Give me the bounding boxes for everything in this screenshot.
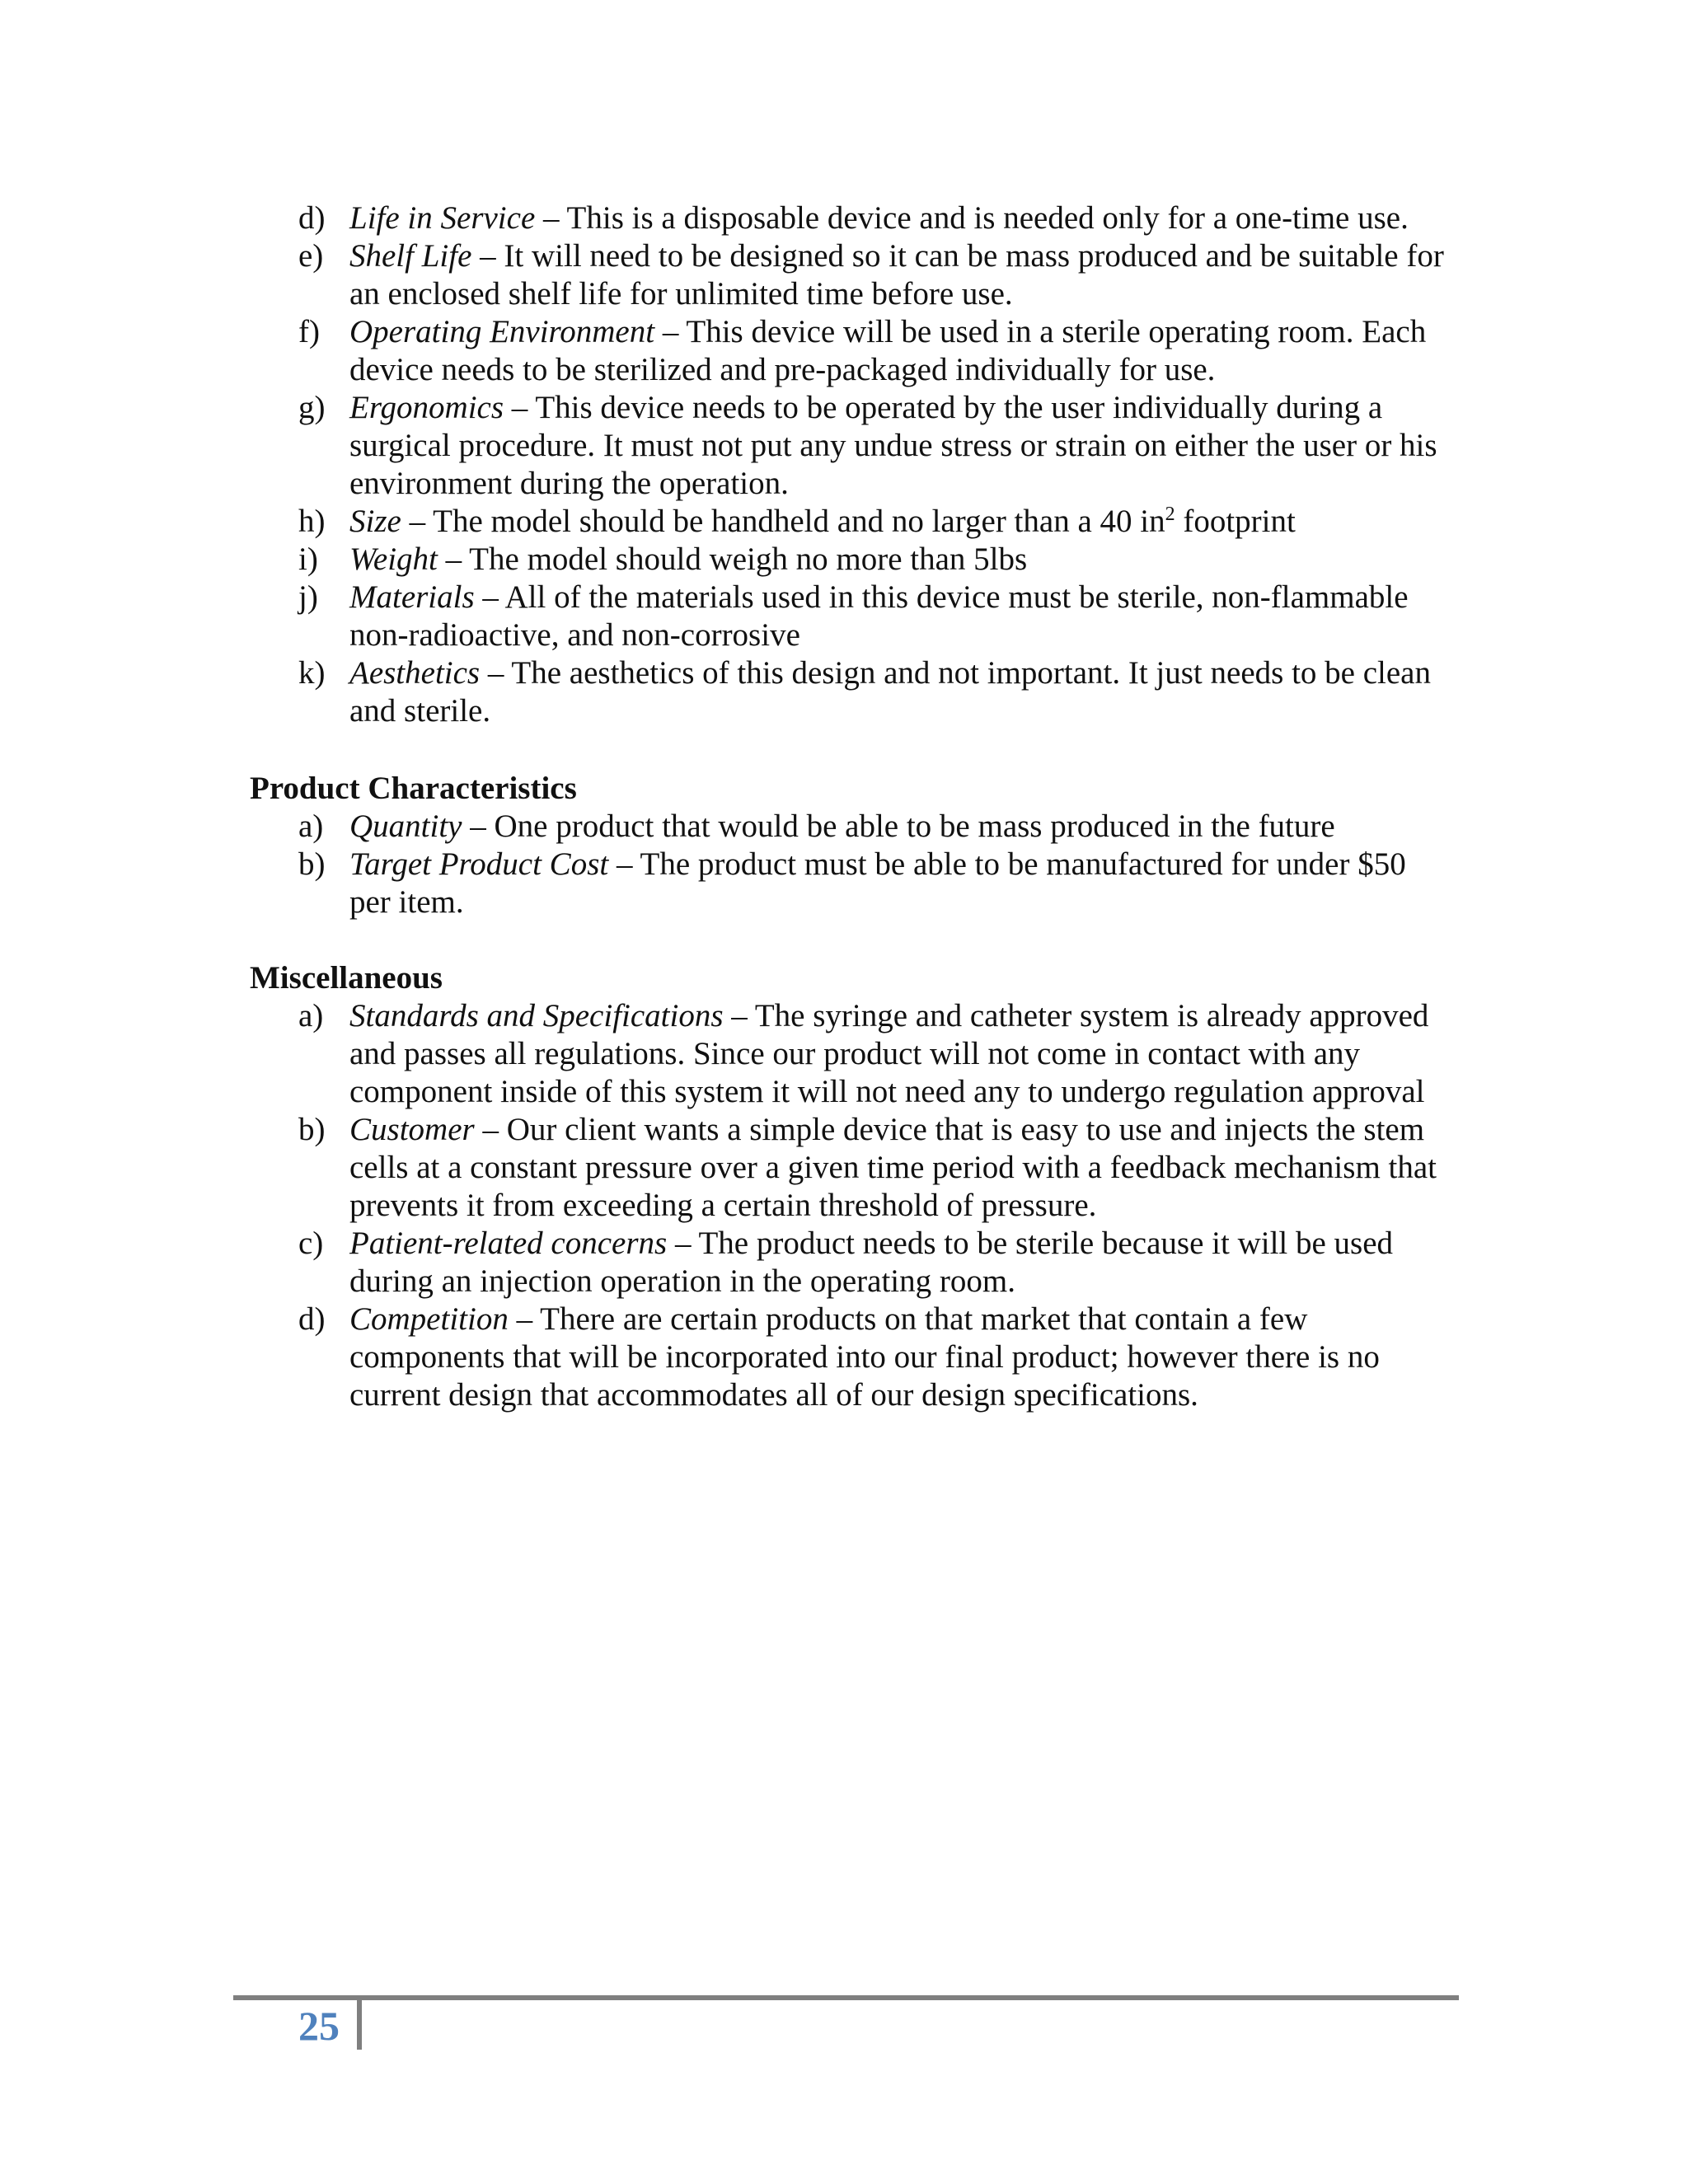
item-text: – It will need to be designed so it can be mass produced and be suitable for an enclosed shelf life for unlimited time before use. — [349, 238, 1444, 312]
list-item-customer — [0, 1111, 1454, 1225]
list-marker: j) — [298, 579, 318, 615]
list-item-aesthetics — [0, 654, 1454, 730]
item-term: Aesthetics — [349, 655, 481, 691]
list-marker: f) — [298, 314, 320, 349]
item-term: Patient-related concerns — [349, 1226, 668, 1261]
list-item-weight — [0, 541, 1454, 579]
list-item-target-product-cost — [0, 846, 1454, 921]
list-marker: a) — [298, 998, 324, 1033]
requirements-list — [0, 199, 1688, 730]
item-text: – There are certain products on that market that contain a few components that will be incorporated into our final product; however there is no current design that accommodates all of our design specifications. — [349, 1301, 1380, 1413]
list-marker: k) — [298, 655, 326, 691]
item-term: Quantity — [349, 808, 462, 844]
item-text-suffix: footprint — [1175, 504, 1296, 539]
list-item-patient-related-concerns — [0, 1225, 1454, 1301]
list-marker: c) — [298, 1226, 324, 1261]
list-item-ergonomics — [0, 389, 1454, 503]
item-text: – This device needs to be operated by the user individually during a surgical procedure. It must not put any undue stress or strain on either the user or his environment during the operation. — [349, 390, 1437, 501]
miscellaneous-list — [0, 997, 1688, 1414]
item-term: Ergonomics — [349, 390, 504, 425]
list-item-size — [0, 503, 1454, 541]
item-term: Standards and Specifications — [349, 998, 724, 1033]
item-term: Size — [349, 504, 401, 539]
list-marker: h) — [298, 504, 326, 539]
item-text: – Our client wants a simple device that is easy to use and injects the stem cells at a constant pressure over a given time period with a feedback mechanism that prevents it from exceeding a certain threshold of pressure. — [349, 1112, 1437, 1223]
item-text: – All of the materials used in this device must be sterile, non-flammable non-radioactive, and non-corrosive — [349, 579, 1409, 653]
item-term: Customer — [349, 1112, 475, 1147]
item-term: Materials — [349, 579, 475, 615]
item-text: – The product needs to be sterile because it will be used during an injection operation in the operating room. — [349, 1226, 1394, 1299]
item-text: – The model should be handheld and no larger than a 40 in — [401, 504, 1165, 539]
item-text: – The aesthetics of this design and not important. It just needs to be clean and sterile. — [349, 655, 1431, 729]
product-characteristics-list — [0, 808, 1688, 921]
list-item-competition — [0, 1301, 1454, 1414]
list-item-operating-environment — [0, 313, 1454, 389]
list-item-shelf-life — [0, 237, 1454, 313]
item-text: – The syringe and catheter system is already approved and passes all regulations. Since our product will not come in contact with any component inside of this system it will not need any to undergo regulation approval — [349, 998, 1429, 1109]
list-item-life-in-service — [0, 199, 1454, 237]
list-marker: a) — [298, 808, 324, 844]
item-text: – One product that would be able to be mass produced in the future — [462, 808, 1335, 844]
list-marker: i) — [298, 541, 318, 577]
page-number: 25 — [298, 2003, 340, 2049]
list-marker: d) — [298, 1301, 326, 1337]
section-heading-product-characteristics: Product Characteristics — [250, 771, 577, 806]
list-marker: d) — [298, 200, 326, 236]
item-text: – The product must be able to be manufactured for under $50 per item. — [349, 846, 1406, 920]
footer-horizontal-rule — [233, 1995, 1459, 2000]
item-term: Competition — [349, 1301, 509, 1337]
footer-vertical-divider — [357, 2000, 362, 2050]
list-item-quantity — [0, 808, 1454, 846]
item-text: – This is a disposable device and is needed only for a one-time use. — [535, 200, 1409, 236]
list-item-materials — [0, 579, 1454, 654]
item-term: Life in Service — [349, 200, 536, 236]
list-marker: b) — [298, 1112, 326, 1147]
item-term: Target Product Cost — [349, 846, 609, 882]
item-term: Weight — [349, 541, 438, 577]
item-text: – The model should weigh no more than 5lbs — [437, 541, 1028, 577]
list-item-standards-and-specifications — [0, 997, 1454, 1111]
section-heading-miscellaneous: Miscellaneous — [250, 960, 443, 996]
item-text: – This device will be used in a sterile operating room. Each device needs to be sterilized and pre-packaged individually for use. — [349, 314, 1427, 387]
item-term: Operating Environment — [349, 314, 655, 349]
list-marker: e) — [298, 238, 324, 274]
list-marker: b) — [298, 846, 326, 882]
item-term: Shelf Life — [349, 238, 472, 274]
superscript-exponent: 2 — [1165, 504, 1175, 525]
list-marker: g) — [298, 390, 326, 425]
